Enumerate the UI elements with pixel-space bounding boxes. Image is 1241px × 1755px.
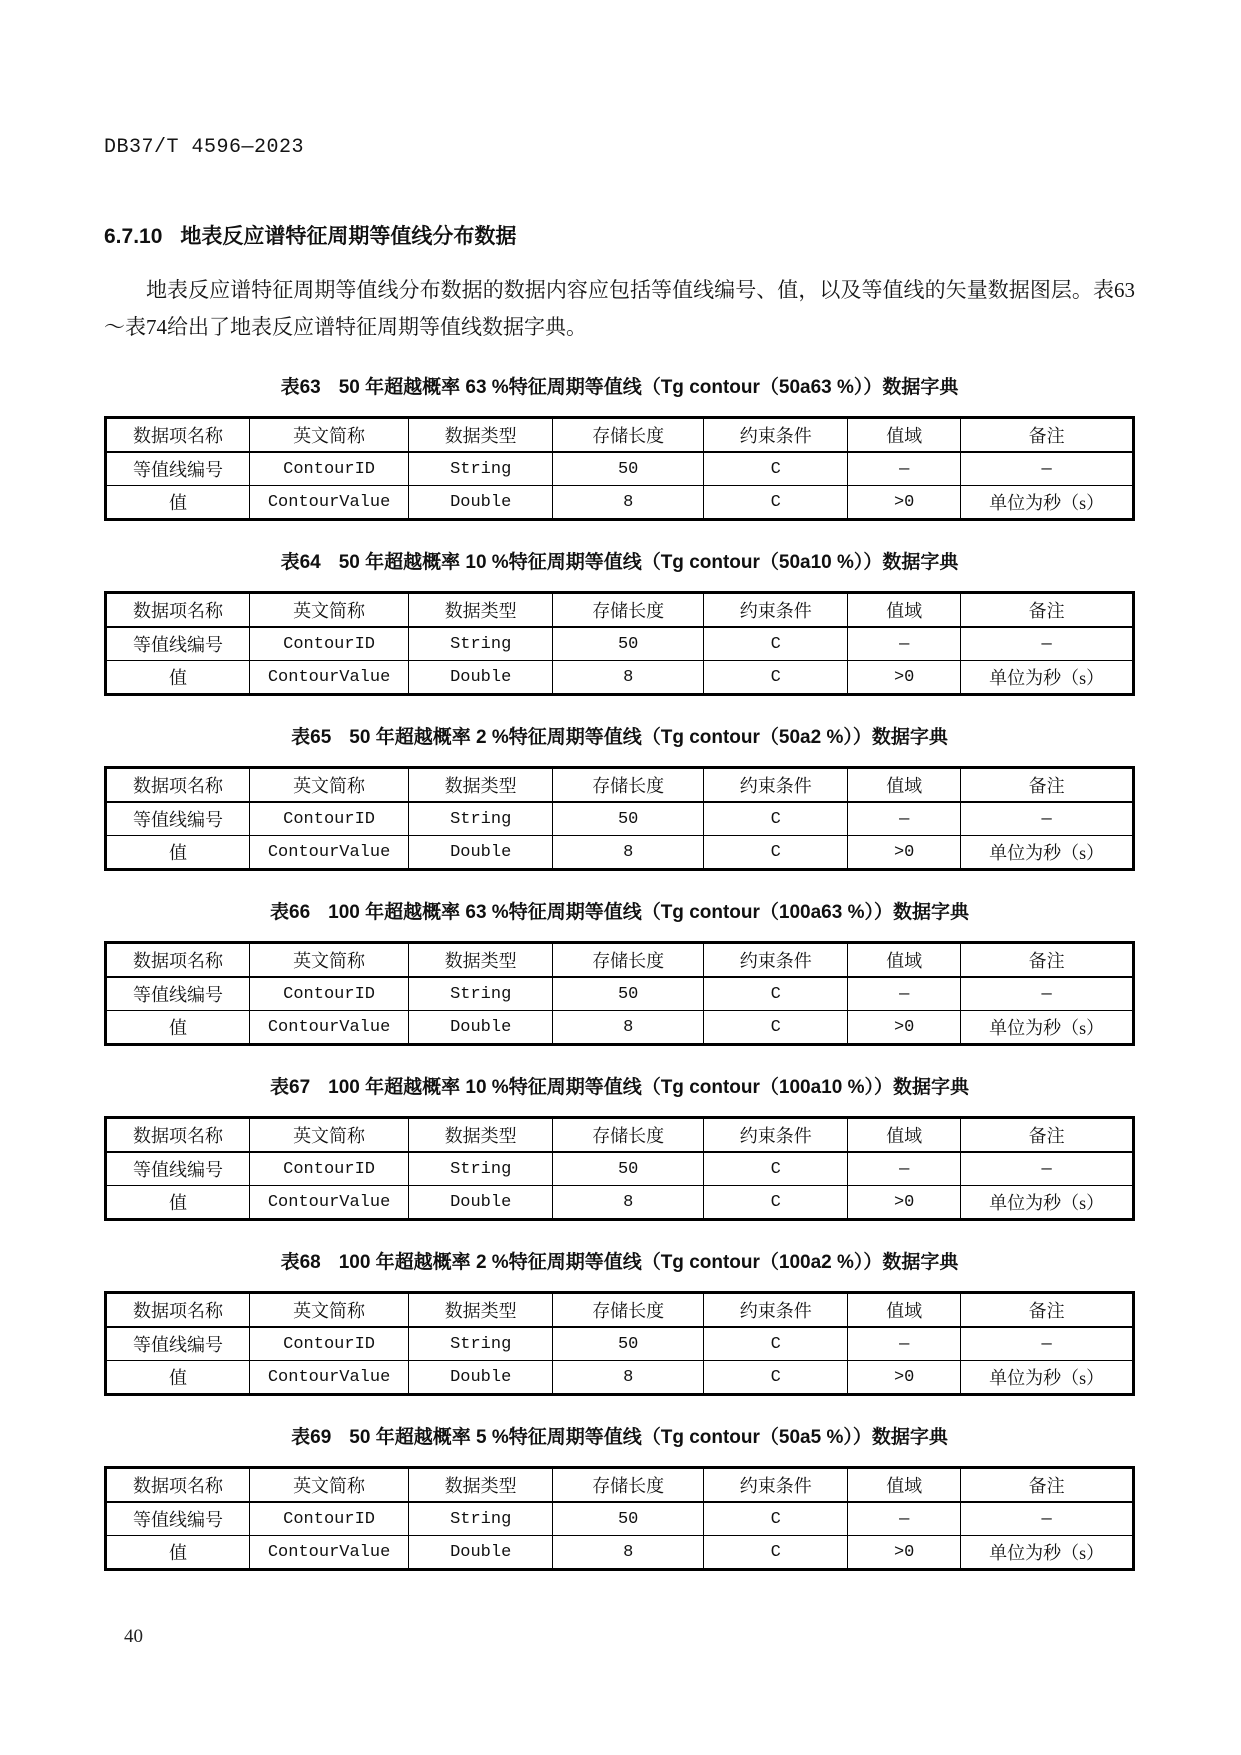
table-cell: ContourValue: [249, 1011, 408, 1045]
table-cell: —: [961, 802, 1134, 836]
table-cell: String: [409, 1502, 553, 1536]
page-content: [0, 136, 1241, 1571]
column-header: 备注: [961, 1118, 1134, 1153]
column-header: 英文简称: [249, 1468, 408, 1503]
column-header: 数据类型: [409, 418, 553, 453]
data-dictionary-table: [104, 1116, 1135, 1221]
column-header: 约束条件: [704, 418, 848, 453]
table-block: [104, 1076, 1135, 1221]
table-cell: C: [704, 486, 848, 520]
table-cell: ContourValue: [249, 1361, 408, 1395]
table-cell: C: [704, 1327, 848, 1361]
column-header: 数据项名称: [106, 418, 250, 453]
table-cell: ContourID: [249, 1152, 408, 1186]
table-cell: Double: [409, 1186, 553, 1220]
header-row: [106, 768, 1134, 803]
column-header: 数据类型: [409, 1118, 553, 1153]
table-row: [106, 1152, 1134, 1186]
table-caption-text: 50 年超越概率 10 %特征周期等值线（Tg contour（50a10 %））数据字典: [338, 552, 959, 573]
table-row: [106, 452, 1134, 486]
table-cell: C: [704, 1152, 848, 1186]
column-header: 备注: [961, 943, 1134, 978]
table-cell: 值: [106, 1536, 250, 1570]
table-caption-label: 表63: [280, 377, 321, 398]
table-cell: Double: [409, 836, 553, 870]
table-cell: >0: [848, 661, 961, 695]
table-cell: —: [961, 452, 1134, 486]
table-caption: [104, 551, 1135, 575]
column-header: 存储长度: [553, 593, 704, 628]
table-cell: —: [961, 627, 1134, 661]
column-header: 值域: [848, 593, 961, 628]
table-cell: 等值线编号: [106, 802, 250, 836]
table-cell: —: [848, 1152, 961, 1186]
column-header: 约束条件: [704, 1118, 848, 1153]
table-cell: ContourValue: [249, 1186, 408, 1220]
section-title: 地表反应谱特征周期等值线分布数据: [180, 225, 517, 248]
table-caption-label: 表67: [270, 1077, 311, 1098]
table-cell: 等值线编号: [106, 977, 250, 1011]
column-header: 存储长度: [553, 418, 704, 453]
table-cell: Double: [409, 661, 553, 695]
table-cell: —: [848, 802, 961, 836]
table-block: [104, 376, 1135, 521]
column-header: 存储长度: [553, 1118, 704, 1153]
table-cell: —: [848, 977, 961, 1011]
table-cell: 等值线编号: [106, 452, 250, 486]
table-cell: 50: [553, 1502, 704, 1536]
table-cell: 50: [553, 1152, 704, 1186]
header-row: [106, 1293, 1134, 1328]
header-row: [106, 943, 1134, 978]
table-cell: —: [848, 627, 961, 661]
table-cell: C: [704, 977, 848, 1011]
table-cell: ContourValue: [249, 1536, 408, 1570]
table-caption-text: 100 年超越概率 63 %特征周期等值线（Tg contour（100a63 %））数据字典: [328, 902, 969, 923]
table-cell: ContourID: [249, 627, 408, 661]
table-cell: 等值线编号: [106, 1502, 250, 1536]
column-header: 值域: [848, 768, 961, 803]
table-row: [106, 661, 1134, 695]
table-block: [104, 1251, 1135, 1396]
header-row: [106, 1468, 1134, 1503]
column-header: 英文简称: [249, 593, 408, 628]
table-cell: 单位为秒（s）: [961, 486, 1134, 520]
table-caption-label: 表69: [291, 1427, 332, 1448]
column-header: 值域: [848, 1468, 961, 1503]
table-row: [106, 1186, 1134, 1220]
table-caption-label: 表64: [280, 552, 321, 573]
section-paragraph: 地表反应谱特征周期等值线分布数据的数据内容应包括等值线编号、值，以及等值线的矢量数据图层。表63～表74给出了地表反应谱特征周期等值线数据字典。: [104, 278, 1135, 339]
table-cell: ContourValue: [249, 836, 408, 870]
table-cell: 8: [553, 1186, 704, 1220]
table-cell: Double: [409, 1011, 553, 1045]
standard-code-header: DB37/T 4596—2023: [104, 136, 305, 159]
table-row: [106, 977, 1134, 1011]
table-cell: —: [961, 1502, 1134, 1536]
column-header: 存储长度: [553, 1293, 704, 1328]
table-cell: C: [704, 1502, 848, 1536]
table-caption-label: 表68: [280, 1252, 321, 1273]
column-header: 英文简称: [249, 943, 408, 978]
table-cell: 单位为秒（s）: [961, 1011, 1134, 1045]
table-cell: 单位为秒（s）: [961, 1186, 1134, 1220]
tables-container: [104, 376, 1135, 1571]
column-header: 备注: [961, 1293, 1134, 1328]
table-cell: ContourValue: [249, 486, 408, 520]
table-row: [106, 802, 1134, 836]
table-cell: String: [409, 627, 553, 661]
table-cell: 值: [106, 836, 250, 870]
table-caption-text: 50 年超越概率 63 %特征周期等值线（Tg contour（50a63 %））数据字典: [338, 377, 959, 398]
column-header: 数据类型: [409, 943, 553, 978]
table-cell: 单位为秒（s）: [961, 836, 1134, 870]
table-caption-label: 表65: [291, 727, 332, 748]
table-cell: String: [409, 452, 553, 486]
data-dictionary-table: [104, 416, 1135, 521]
column-header: 约束条件: [704, 943, 848, 978]
table-cell: 8: [553, 486, 704, 520]
column-header: 存储长度: [553, 943, 704, 978]
column-header: 数据类型: [409, 768, 553, 803]
table-cell: C: [704, 802, 848, 836]
column-header: 约束条件: [704, 768, 848, 803]
table-cell: C: [704, 452, 848, 486]
table-cell: C: [704, 1536, 848, 1570]
table-cell: 50: [553, 1327, 704, 1361]
table-cell: 8: [553, 1536, 704, 1570]
data-dictionary-table: [104, 591, 1135, 696]
column-header: 备注: [961, 418, 1134, 453]
column-header: 存储长度: [553, 768, 704, 803]
table-block: [104, 726, 1135, 871]
table-cell: —: [961, 1327, 1134, 1361]
column-header: 数据类型: [409, 593, 553, 628]
column-header: 备注: [961, 768, 1134, 803]
table-cell: String: [409, 1327, 553, 1361]
table-row: [106, 486, 1134, 520]
table-caption-label: 表66: [270, 902, 311, 923]
table-cell: ContourID: [249, 1327, 408, 1361]
table-cell: >0: [848, 1536, 961, 1570]
column-header: 数据项名称: [106, 1293, 250, 1328]
table-cell: >0: [848, 836, 961, 870]
column-header: 约束条件: [704, 593, 848, 628]
table-cell: —: [848, 452, 961, 486]
table-cell: C: [704, 1361, 848, 1395]
column-header: 值域: [848, 1293, 961, 1328]
table-block: [104, 551, 1135, 696]
table-cell: 单位为秒（s）: [961, 1361, 1134, 1395]
table-cell: 8: [553, 661, 704, 695]
table-row: [106, 1536, 1134, 1570]
table-row: [106, 1361, 1134, 1395]
data-dictionary-table: [104, 941, 1135, 1046]
table-row: [106, 1327, 1134, 1361]
table-caption: [104, 901, 1135, 925]
table-cell: 50: [553, 627, 704, 661]
table-cell: 50: [553, 452, 704, 486]
column-header: 数据类型: [409, 1468, 553, 1503]
table-block: [104, 1426, 1135, 1571]
table-caption: [104, 1251, 1135, 1275]
table-caption-text: 50 年超越概率 5 %特征周期等值线（Tg contour（50a5 %））数据字典: [349, 1427, 948, 1448]
table-caption: [104, 376, 1135, 400]
table-caption-text: 100 年超越概率 10 %特征周期等值线（Tg contour（100a10 %））数据字典: [328, 1077, 969, 1098]
table-cell: 值: [106, 661, 250, 695]
table-cell: 单位为秒（s）: [961, 1536, 1134, 1570]
table-caption: [104, 726, 1135, 750]
table-cell: Double: [409, 1536, 553, 1570]
section-number: 6.7.10: [104, 225, 163, 248]
column-header: 备注: [961, 1468, 1134, 1503]
table-caption-text: 100 年超越概率 2 %特征周期等值线（Tg contour（100a2 %））数据字典: [338, 1252, 959, 1273]
column-header: 数据项名称: [106, 593, 250, 628]
table-cell: 50: [553, 977, 704, 1011]
header-row: [106, 418, 1134, 453]
page-number: 40: [124, 1626, 143, 1647]
table-row: [106, 1502, 1134, 1536]
table-row: [106, 836, 1134, 870]
data-dictionary-table: [104, 1291, 1135, 1396]
table-cell: ContourValue: [249, 661, 408, 695]
table-cell: 值: [106, 1361, 250, 1395]
header-row: [106, 1118, 1134, 1153]
table-cell: 50: [553, 802, 704, 836]
table-cell: 值: [106, 486, 250, 520]
table-block: [104, 901, 1135, 1046]
table-cell: >0: [848, 1011, 961, 1045]
table-cell: 8: [553, 1361, 704, 1395]
table-cell: ContourID: [249, 1502, 408, 1536]
table-cell: 8: [553, 1011, 704, 1045]
column-header: 值域: [848, 418, 961, 453]
column-header: 英文简称: [249, 1293, 408, 1328]
table-row: [106, 627, 1134, 661]
column-header: 数据项名称: [106, 768, 250, 803]
data-dictionary-table: [104, 1466, 1135, 1571]
column-header: 值域: [848, 943, 961, 978]
column-header: 数据类型: [409, 1293, 553, 1328]
section-heading: [104, 224, 1135, 250]
table-cell: >0: [848, 486, 961, 520]
column-header: 数据项名称: [106, 943, 250, 978]
table-cell: >0: [848, 1361, 961, 1395]
table-cell: ContourID: [249, 452, 408, 486]
column-header: 约束条件: [704, 1293, 848, 1328]
table-caption: [104, 1076, 1135, 1100]
column-header: 备注: [961, 593, 1134, 628]
table-cell: 等值线编号: [106, 1327, 250, 1361]
column-header: 英文简称: [249, 418, 408, 453]
data-dictionary-table: [104, 766, 1135, 871]
table-caption-text: 50 年超越概率 2 %特征周期等值线（Tg contour（50a2 %））数据字典: [349, 727, 948, 748]
table-cell: String: [409, 802, 553, 836]
table-cell: ContourID: [249, 977, 408, 1011]
table-cell: 等值线编号: [106, 1152, 250, 1186]
table-cell: >0: [848, 1186, 961, 1220]
table-cell: —: [961, 977, 1134, 1011]
table-cell: C: [704, 661, 848, 695]
table-cell: String: [409, 1152, 553, 1186]
table-cell: 8: [553, 836, 704, 870]
table-cell: Double: [409, 486, 553, 520]
header-row: [106, 593, 1134, 628]
column-header: 英文简称: [249, 1118, 408, 1153]
table-cell: C: [704, 1011, 848, 1045]
column-header: 值域: [848, 1118, 961, 1153]
table-cell: 单位为秒（s）: [961, 661, 1134, 695]
column-header: 数据项名称: [106, 1468, 250, 1503]
table-cell: 值: [106, 1186, 250, 1220]
column-header: 数据项名称: [106, 1118, 250, 1153]
table-cell: —: [848, 1502, 961, 1536]
table-cell: String: [409, 977, 553, 1011]
table-caption: [104, 1426, 1135, 1450]
table-cell: C: [704, 1186, 848, 1220]
table-row: [106, 1011, 1134, 1045]
table-cell: ContourID: [249, 802, 408, 836]
table-cell: 值: [106, 1011, 250, 1045]
column-header: 约束条件: [704, 1468, 848, 1503]
column-header: 英文简称: [249, 768, 408, 803]
table-cell: —: [961, 1152, 1134, 1186]
table-cell: Double: [409, 1361, 553, 1395]
table-cell: C: [704, 627, 848, 661]
table-cell: —: [848, 1327, 961, 1361]
table-cell: 等值线编号: [106, 627, 250, 661]
table-cell: C: [704, 836, 848, 870]
column-header: 存储长度: [553, 1468, 704, 1503]
